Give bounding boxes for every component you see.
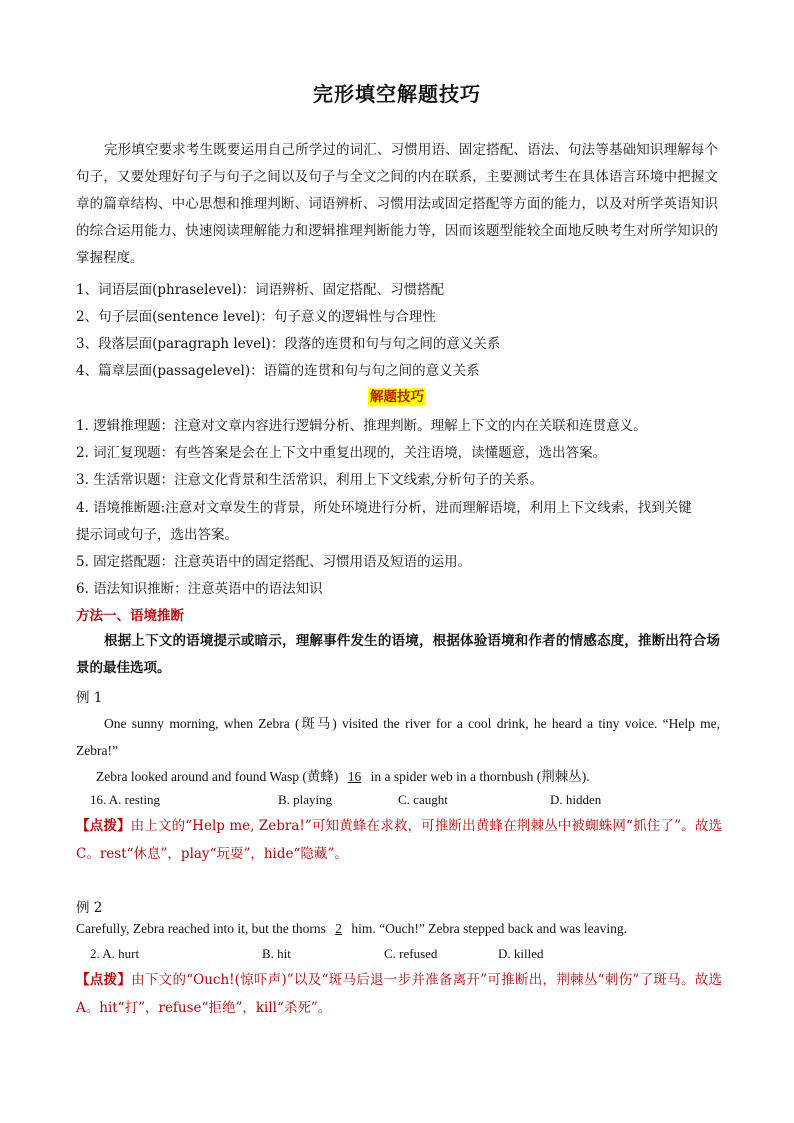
- method-heading: 方法一、语境推断: [76, 608, 184, 624]
- skill-item: 1. 逻辑推理题：注意对文章内容进行逻辑分析、推理判断。理解上下文的内在关联和连贯意义。: [76, 418, 647, 434]
- skill-item: 6. 语法知识推断：注意英语中的语法知识: [76, 581, 323, 597]
- option: 16. A. resting: [90, 792, 161, 807]
- skill-item: 3. 生活常识题：注意文化背景和生活常识，利用上下文线索,分析句子的关系。: [76, 472, 543, 488]
- answer-blank: 2: [335, 921, 343, 936]
- option: 2. A. hurt: [90, 946, 140, 961]
- option: D. killed: [498, 946, 544, 961]
- answer-blank: 16: [347, 769, 362, 784]
- example1-passage: One sunny morning, when Zebra (斑马) visited the river for a cool drink, he heard a tiny voice. “Help me, Zebra!”: [76, 716, 720, 758]
- option: B. hit: [262, 946, 291, 961]
- tip-text: 由下文的“Ouch!(惊吓声)”以及“斑马后退一步并准备离开”可推断出，荆棘丛“刺伤”了斑马。故选A。hit“打”，refuse“拒绝”，kill“杀死”。: [76, 972, 722, 1016]
- tip-label: 【点拨】: [76, 818, 131, 834]
- example2-tip: [76, 966, 722, 1022]
- method-description: 根据上下文的语境提示或暗示，理解事件发生的语境，根据体验语境和作者的情感态度，推断出符合场景的最佳选项。: [76, 633, 720, 676]
- question-text: in a spider web in a thornbush (荆棘丛).: [370, 769, 590, 784]
- level-item: 3、段落层面(paragraph level)：段落的连贯和句与句之间的意义关系: [76, 336, 501, 352]
- example-label: 例 1: [76, 690, 103, 706]
- question-text: Carefully, Zebra reached into it, but the thorns: [76, 921, 326, 936]
- skills-heading-wrap: [0, 385, 794, 405]
- example1-tip: [76, 812, 722, 868]
- skill-item: 2. 词汇复现题：有些答案是会在上下文中重复出现的，关注语境，读懂题意，选出答案。: [76, 445, 607, 461]
- question-text: him. “Ouch!” Zebra stepped back and was leaving.: [351, 921, 627, 936]
- intro-paragraph: 完形填空要求考生既要运用自己所学过的词汇、习惯用语、固定搭配、语法、句法等基础知识理解每个句子，又要处理好句子与句子之间以及句子与全文之间的内在联系，主要测试考生在具体语言环境中把握文章的篇章结构、中心思想和推理判断、词语辨析、习惯用法或固定搭配等方面的能力，以及对所学英语知识的综合运用能力、快速阅读理解能力和逻辑推理判断能力等，因而该题型能较全面地反映考生对所学知识的掌握程度。: [76, 142, 718, 266]
- tip-label: 【点拨】: [76, 972, 132, 988]
- example-label: 例 2: [76, 900, 103, 916]
- question-text: Zebra looked around and found Wasp (黄蜂): [96, 769, 339, 784]
- example2-question-line: [76, 921, 726, 937]
- option: D. hidden: [550, 792, 602, 807]
- skill-item: 提示词或句子，选出答案。: [76, 527, 238, 543]
- level-item: 4、篇章层面(passagelevel)：语篇的连贯和句与句之间的意义关系: [76, 363, 480, 379]
- example1-question-line: [96, 765, 746, 785]
- skill-item: 4. 语境推断题:注意对文章发生的背景，所处环境进行分析，进而理解语境，利用上下文线索，找到关键: [76, 500, 692, 516]
- tip-text: 由上文的“Help me, Zebra!”可知黄蜂在求救，可推断出黄蜂在荆棘丛中被蜘蛛网“抓住了”。故选C。rest“休息”，play“玩耍”，hide“隐藏”。: [76, 818, 722, 862]
- level-item: 2、句子层面(sentence level)：句子意义的逻辑性与合理性: [76, 309, 436, 325]
- skill-item: 5. 固定搭配题：注意英语中的固定搭配、习惯用语及短语的运用。: [76, 554, 472, 570]
- option: C. caught: [398, 792, 448, 807]
- page-title: 完形填空解题技巧: [313, 82, 481, 106]
- option: C. refused: [384, 946, 438, 961]
- option: B. playing: [278, 792, 333, 807]
- skills-heading: 解题技巧: [370, 389, 424, 405]
- level-item: 1、词语层面(phraselevel)：词语辨析、固定搭配、习惯搭配: [76, 282, 445, 298]
